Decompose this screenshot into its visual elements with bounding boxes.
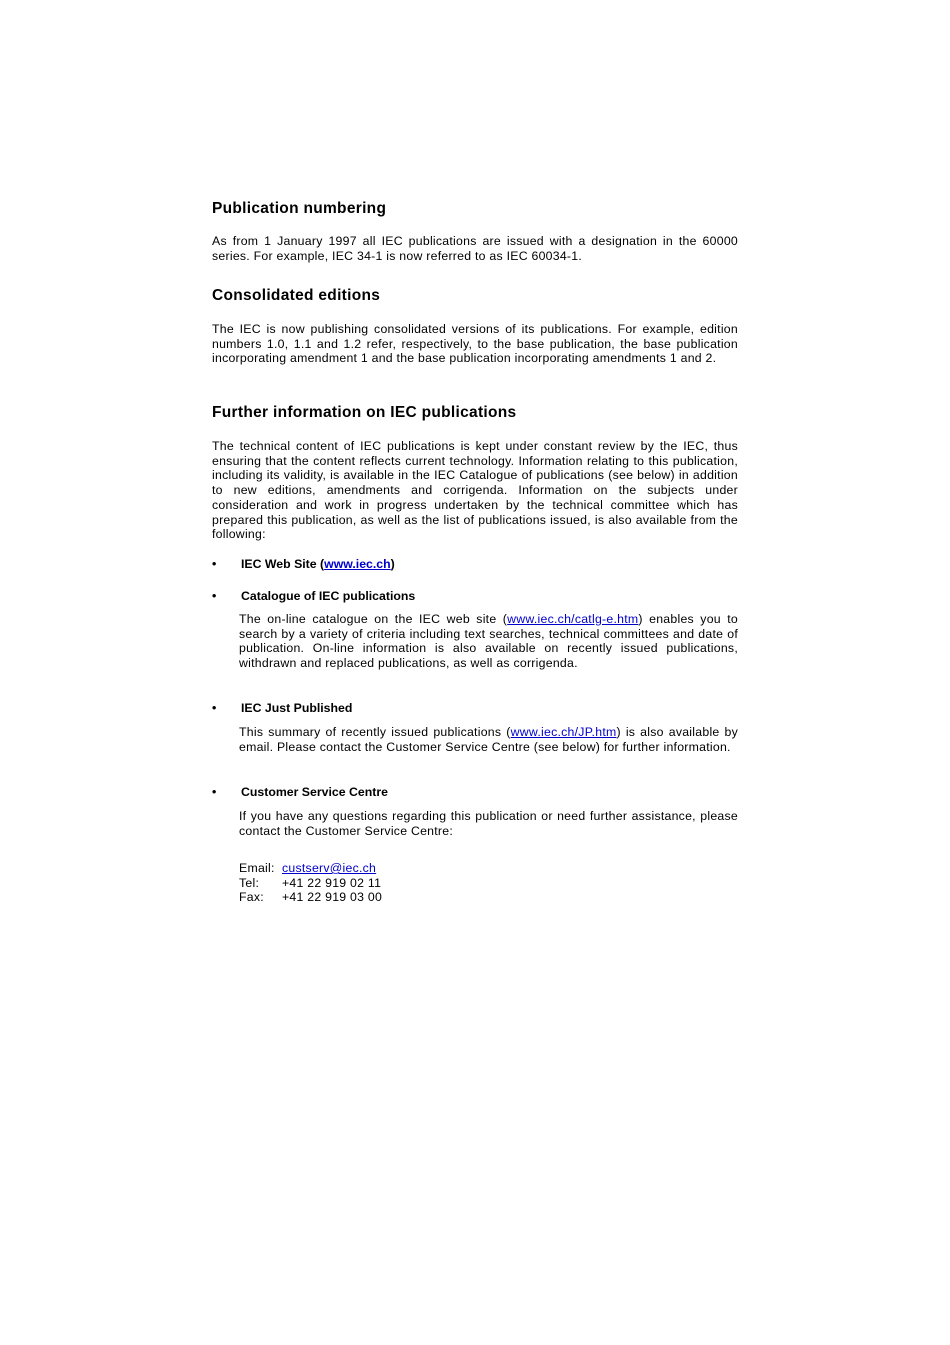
paragraph-just-published [239,725,738,754]
heading-publication-numbering: Publication numbering [212,200,387,217]
contact-fax-row [239,890,382,905]
bullet-label: Catalogue of IEC publications [241,589,416,603]
bullet-icon: • [212,785,217,799]
bullet-icon: • [212,701,217,715]
bullet-customer-service [212,785,388,799]
email-label: Email: [239,861,275,875]
bullet-just-published [212,701,352,715]
heading-further-information: Further information on IEC publications [212,404,517,421]
bullet-label-suffix: ) [390,557,395,571]
paragraph-consolidated-editions: The IEC is now publishing consolidated versions of its publications. For example, edition numbers 1.0, 1.1 and 1.2 refer, respectively, to the base publication, the base publication incorporating amendment 1 and the base publication incorporating amendments 1 and 2. [212,322,738,366]
paragraph-further-information: The technical content of IEC publications is kept under constant review by the IEC, thus ensuring that the content reflects current technology. Information relating to this publication, including its validity, is available in the IEC Catalogue of publications (see below) in addition to new editions, amendments and corrigenda. Information on the subjects under consideration and work in progress undertaken by the technical committee which has prepared this publication, as well as the list of publications issued, is also available from the following: [212,439,738,542]
bullet-icon: • [212,589,217,603]
contact-tel-row [239,876,382,891]
bullet-label: Customer Service Centre [241,785,388,799]
link-iec-web-site[interactable]: www.iec.ch [324,557,391,571]
bullet-icon: • [212,557,217,571]
link-catalogue[interactable]: www.iec.ch/catlg-e.htm [507,612,639,626]
paragraph-publication-numbering: As from 1 January 1997 all IEC publications are issued with a designation in the 60000 series. For example, IEC 34-1 is now referred to as IEC 60034-1. [212,234,738,263]
text-segment: ) is also available by email. Please contact the Customer Service Centre (see below) for further information. [239,725,738,754]
tel-value: +41 22 919 02 11 [282,875,382,890]
bullet-label: IEC Just Published [241,701,353,715]
heading-consolidated-editions: Consolidated editions [212,287,381,304]
bullet-iec-web-site [212,557,395,571]
text-segment: ) enables you to search by a variety of criteria including text searches, technical committees and date of publication. On-line information is also available on recently issued publications, withdrawn and replaced publications, as well as corrigenda. [239,612,738,671]
tel-label: Tel: [239,875,260,890]
fax-value: +41 22 919 03 00 [282,890,383,905]
text-segment: The on-line catalogue on the IEC web site ( [239,612,508,626]
paragraph-catalogue [239,612,738,671]
paragraph-customer-service: If you have any questions regarding this publication or need further assistance, please contact the Customer Service Centre: [239,809,738,838]
text-segment: This summary of recently issued publications ( [239,725,511,739]
link-just-published[interactable]: www.iec.ch/JP.htm [510,725,617,739]
contact-block [239,861,382,905]
fax-label: Fax: [239,890,264,905]
bullet-label: IEC Web Site ( [241,557,325,571]
bullet-catalogue [212,589,415,603]
contact-email-row [239,861,382,876]
email-link[interactable]: custserv@iec.ch [282,861,377,875]
